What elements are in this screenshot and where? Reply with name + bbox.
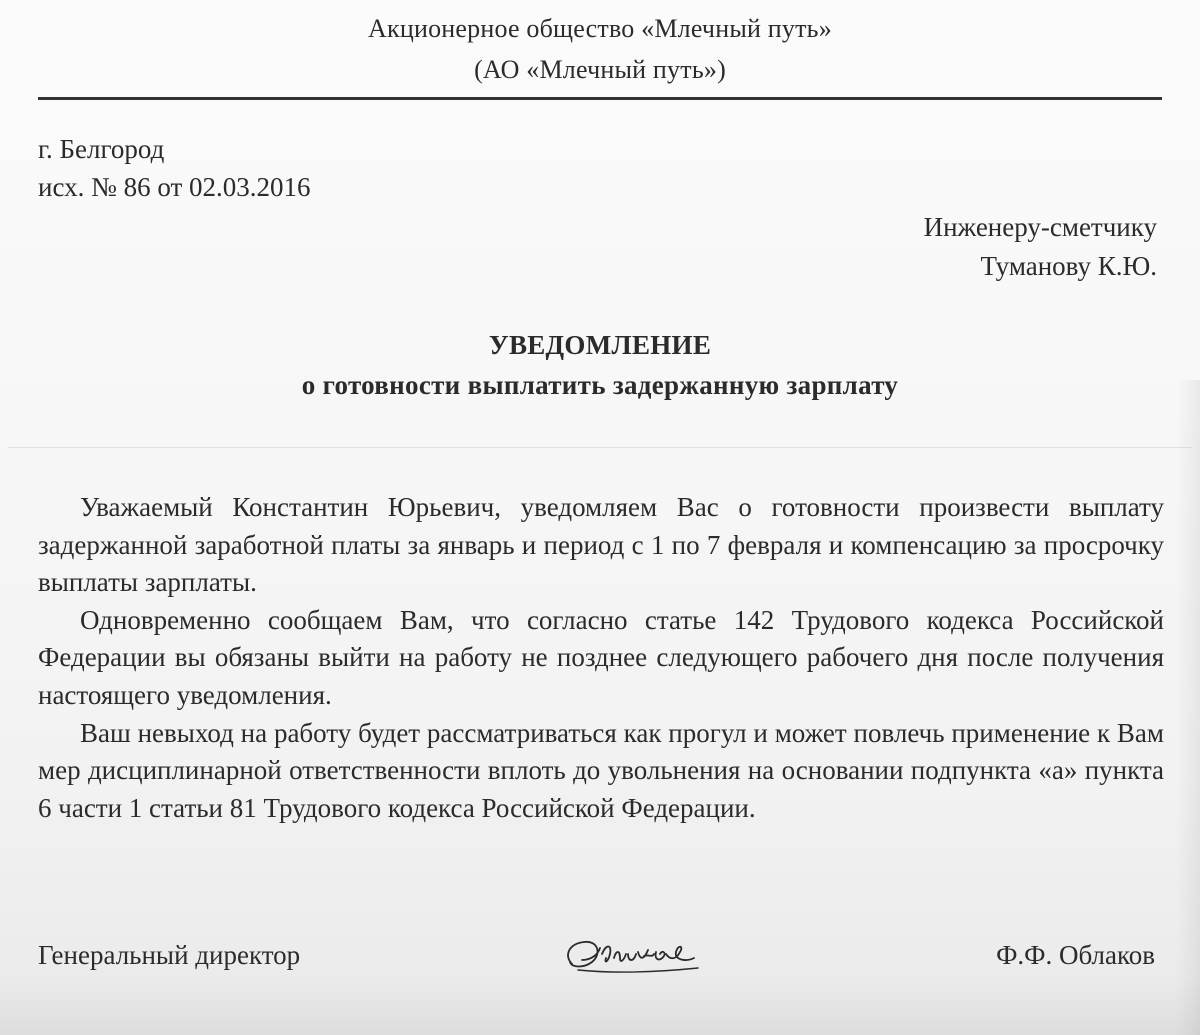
outgoing-reference: исх. № 86 от 02.03.2016 — [38, 172, 311, 202]
document-title: УВЕДОМЛЕНИЕ — [488, 330, 712, 360]
body-paragraph: Одновременно сообщаем Вам, что согласно статье 142 Трудового кодекса Российской Федерации вы обязаны выйти на работу не позднее следующего рабочего дня после получения настоящего уведомления. — [38, 604, 1164, 710]
addressee-name: Туманову К.Ю. — [980, 251, 1157, 281]
addressee-position: Инженеру-сметчику — [923, 212, 1157, 242]
organization-full-name: Акционерное общество «Млечный путь» — [368, 14, 832, 43]
signatory-name: Ф.Ф. Облаков — [996, 940, 1155, 970]
organization-short-name: (АО «Млечный путь») — [474, 55, 726, 84]
city: г. Белгород — [38, 134, 165, 164]
body-paragraph: Ваш невыход на работу будет рассматриваться как прогул и может повлечь применение к Вам мер дисциплинарной ответственности вплоть до увольнения на основании подпункта «а» пункта 6 части 1 статьи 81 Трудового кодекса Российской Федерации. — [38, 717, 1164, 823]
paper-shadow-right — [1176, 380, 1200, 1035]
header-divider — [38, 97, 1162, 100]
body-paragraph: Уважаемый Константин Юрьевич, уведомляем Вас о готовности произвести выплату задержанной заработной платы за январь и период с 1 по 7 февраля и компенсацию за просрочку выплаты зарплаты. — [38, 492, 1164, 598]
handwritten-signature — [558, 930, 708, 980]
paper-fold-line — [8, 447, 1192, 448]
signatory-position: Генеральный директор — [38, 940, 301, 970]
paper-shadow-bottom — [0, 975, 1200, 1035]
document-subtitle: о готовности выплатить задержанную зарплату — [301, 370, 899, 400]
body-text — [38, 489, 1164, 827]
